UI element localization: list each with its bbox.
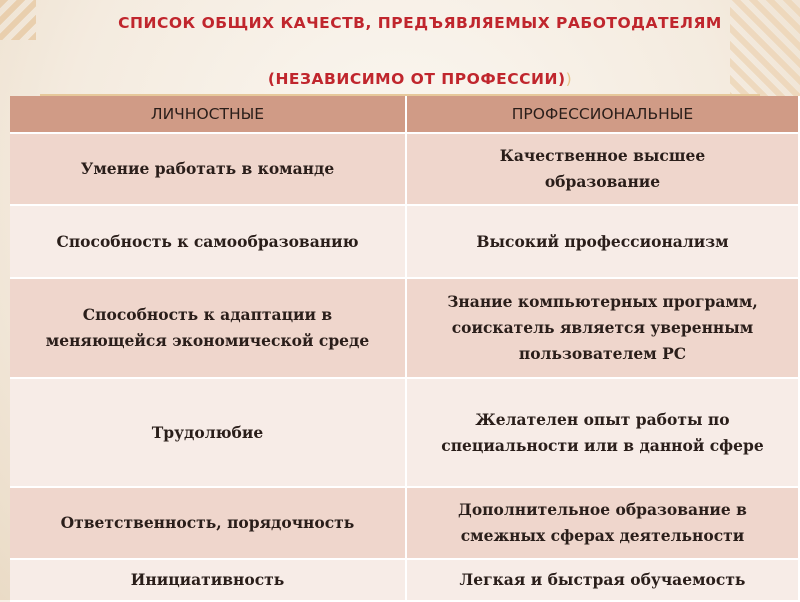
professional-quality-cell — [406, 378, 799, 487]
cell-text: Желателен опыт работы по специальности или в данной сфере — [441, 409, 764, 455]
cell-text: Легкая и быстрая обучаемость — [459, 570, 746, 589]
cell-text: Трудолюбие — [151, 422, 264, 442]
professional-quality-cell — [406, 278, 799, 378]
personal-quality-cell — [10, 205, 406, 278]
column-header-personal: ЛИЧНОСТНЫЕ — [10, 96, 406, 133]
professional-quality-cell — [406, 133, 799, 205]
cell-text: Ответственность, порядочность — [60, 513, 355, 532]
professional-quality-cell — [406, 487, 799, 559]
table-header-row — [10, 96, 799, 133]
subtitle-text: (НЕЗАВИСИМО ОТ ПРОФЕССИИ) — [267, 70, 566, 88]
cell-text: Дополнительное образование в смежных сферах деятельности — [458, 500, 747, 545]
column-header-professional: ПРОФЕССИОНАЛЬНЫЕ — [406, 96, 799, 133]
cell-text: Качественное высшее образование — [499, 146, 706, 191]
table-row — [10, 278, 799, 378]
professional-quality-cell — [406, 559, 799, 601]
table-row — [10, 487, 799, 559]
cell-text: Знание компьютерных программ, соискатель является уверенным пользователем PC — [447, 292, 758, 363]
cell-text: Способность к адаптации в меняющейся экономической среде — [45, 305, 370, 350]
cell-text: Способность к самообразованию — [56, 231, 359, 251]
subtitle-trailing-paren: ) — [565, 70, 573, 88]
slide-subtitle — [150, 68, 690, 90]
slide-title: СПИСОК ОБЩИХ КАЧЕСТВ, ПРЕДЪЯВЛЯЕМЫХ РАБОТОДАТЕЛЯМ — [118, 14, 722, 32]
corner-decoration-right — [730, 0, 800, 100]
table-row — [10, 205, 799, 278]
personal-quality-cell — [10, 487, 406, 559]
professional-quality-cell — [406, 205, 799, 278]
cell-text: Инициативность — [130, 570, 285, 589]
cell-text: Умение работать в команде — [80, 159, 335, 178]
personal-quality-cell — [10, 133, 406, 205]
corner-decoration-left — [0, 0, 36, 40]
table-row — [10, 559, 799, 601]
personal-quality-cell — [10, 559, 406, 601]
qualities-table — [10, 96, 800, 602]
table-row — [10, 133, 799, 205]
cell-text: Высокий профессионализм — [476, 231, 729, 251]
personal-quality-cell — [10, 378, 406, 487]
table-row — [10, 378, 799, 487]
personal-quality-cell — [10, 278, 406, 378]
